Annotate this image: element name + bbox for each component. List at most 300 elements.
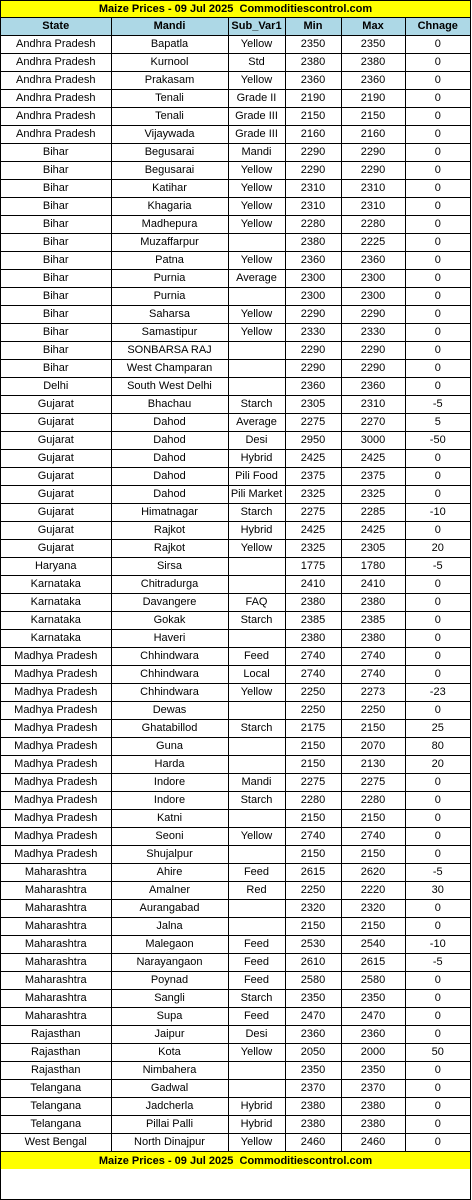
cell-state: Gujarat — [1, 414, 111, 432]
cell-state: Madhya Pradesh — [1, 810, 111, 828]
cell-min: 2375 — [285, 468, 341, 486]
cell-min: 2280 — [285, 216, 341, 234]
table-row — [1, 882, 470, 900]
cell-change: 0 — [405, 234, 470, 252]
cell-min: 2325 — [285, 540, 341, 558]
cell-change: -23 — [405, 684, 470, 702]
cell-mandi: Rajkot — [111, 522, 228, 540]
cell-mandi: Prakasam — [111, 72, 228, 90]
cell-sub-var: Starch — [228, 990, 285, 1008]
cell-change: 0 — [405, 126, 470, 144]
table-row — [1, 1080, 470, 1098]
cell-max: 2290 — [341, 162, 405, 180]
cell-state: Gujarat — [1, 486, 111, 504]
cell-max: 2375 — [341, 468, 405, 486]
cell-max: 2150 — [341, 846, 405, 864]
table-row — [1, 648, 470, 666]
cell-mandi: Nimbahera — [111, 1062, 228, 1080]
cell-sub-var: Yellow — [228, 324, 285, 342]
cell-change: 5 — [405, 414, 470, 432]
cell-change: 0 — [405, 450, 470, 468]
cell-change: 0 — [405, 324, 470, 342]
column-header-change: Chnage — [405, 18, 470, 36]
cell-max: 2320 — [341, 900, 405, 918]
cell-sub-var: Yellow — [228, 252, 285, 270]
cell-mandi: Dahod — [111, 432, 228, 450]
cell-state: Maharashtra — [1, 864, 111, 882]
cell-mandi: Dahod — [111, 486, 228, 504]
cell-sub-var: Average — [228, 270, 285, 288]
cell-sub-var: Grade III — [228, 108, 285, 126]
cell-mandi: Begusarai — [111, 162, 228, 180]
cell-max: 2425 — [341, 450, 405, 468]
cell-state: Rajasthan — [1, 1026, 111, 1044]
cell-max: 2360 — [341, 1026, 405, 1044]
cell-state: Bihar — [1, 162, 111, 180]
cell-min: 2360 — [285, 1026, 341, 1044]
cell-mandi: Vijaywada — [111, 126, 228, 144]
cell-mandi: West Champaran — [111, 360, 228, 378]
cell-change: 0 — [405, 162, 470, 180]
table-row — [1, 684, 470, 702]
cell-change: 0 — [405, 378, 470, 396]
cell-mandi: Poynad — [111, 972, 228, 990]
cell-mandi: Chhindwara — [111, 684, 228, 702]
table-row — [1, 450, 470, 468]
cell-change: 0 — [405, 1098, 470, 1116]
cell-change: 0 — [405, 270, 470, 288]
cell-min: 2740 — [285, 828, 341, 846]
cell-mandi: Ahire — [111, 864, 228, 882]
table-row — [1, 558, 470, 576]
cell-mandi: Jadcherla — [111, 1098, 228, 1116]
cell-max: 2350 — [341, 36, 405, 54]
cell-sub-var: Yellow — [228, 1134, 285, 1152]
cell-sub-var: Yellow — [228, 1044, 285, 1062]
cell-sub-var — [228, 630, 285, 648]
cell-sub-var: Yellow — [228, 162, 285, 180]
cell-max: 2360 — [341, 252, 405, 270]
table-row — [1, 288, 470, 306]
cell-max: 2273 — [341, 684, 405, 702]
cell-sub-var — [228, 738, 285, 756]
cell-mandi: Chhindwara — [111, 648, 228, 666]
cell-sub-var: Grade III — [228, 126, 285, 144]
cell-sub-var: Std — [228, 54, 285, 72]
cell-change: 0 — [405, 216, 470, 234]
cell-min: 2380 — [285, 630, 341, 648]
cell-max: 2290 — [341, 342, 405, 360]
cell-sub-var: Feed — [228, 972, 285, 990]
cell-state: Maharashtra — [1, 990, 111, 1008]
cell-sub-var: Feed — [228, 936, 285, 954]
header-row — [1, 18, 470, 36]
cell-state: Bihar — [1, 144, 111, 162]
table-row — [1, 972, 470, 990]
cell-max: 2540 — [341, 936, 405, 954]
table-row — [1, 432, 470, 450]
cell-mandi: Madhepura — [111, 216, 228, 234]
cell-mandi: Chhindwara — [111, 666, 228, 684]
cell-min: 2150 — [285, 918, 341, 936]
cell-min: 2740 — [285, 666, 341, 684]
table-row — [1, 252, 470, 270]
cell-state: Andhra Pradesh — [1, 72, 111, 90]
table-row — [1, 846, 470, 864]
cell-change: 50 — [405, 1044, 470, 1062]
cell-max: 2620 — [341, 864, 405, 882]
cell-sub-var: Starch — [228, 396, 285, 414]
table-row — [1, 1044, 470, 1062]
cell-state: Andhra Pradesh — [1, 108, 111, 126]
cell-change: 0 — [405, 198, 470, 216]
table-row — [1, 1098, 470, 1116]
cell-state: West Bengal — [1, 1134, 111, 1152]
cell-sub-var — [228, 756, 285, 774]
cell-min: 2425 — [285, 522, 341, 540]
cell-sub-var — [228, 378, 285, 396]
cell-state: Bihar — [1, 342, 111, 360]
cell-min: 2360 — [285, 378, 341, 396]
cell-max: 2220 — [341, 882, 405, 900]
cell-state: Haryana — [1, 558, 111, 576]
cell-min: 2310 — [285, 198, 341, 216]
cell-max: 2285 — [341, 504, 405, 522]
cell-max: 2305 — [341, 540, 405, 558]
cell-state: Gujarat — [1, 396, 111, 414]
cell-sub-var: Mandi — [228, 774, 285, 792]
cell-mandi: Seoni — [111, 828, 228, 846]
cell-sub-var: Starch — [228, 720, 285, 738]
cell-sub-var — [228, 1062, 285, 1080]
table-row — [1, 576, 470, 594]
cell-state: Andhra Pradesh — [1, 126, 111, 144]
cell-change: 0 — [405, 1026, 470, 1044]
cell-min: 2250 — [285, 882, 341, 900]
cell-state: Karnataka — [1, 576, 111, 594]
cell-state: Maharashtra — [1, 954, 111, 972]
bottom-banner: Maize Prices - 09 Jul 2025 Commoditiescontrol.com — [1, 1151, 470, 1169]
table-row — [1, 72, 470, 90]
cell-change: 0 — [405, 36, 470, 54]
cell-min: 2950 — [285, 432, 341, 450]
cell-mandi: Amalner — [111, 882, 228, 900]
cell-state: Madhya Pradesh — [1, 666, 111, 684]
cell-mandi: Jaipur — [111, 1026, 228, 1044]
cell-change: 0 — [405, 846, 470, 864]
table-row — [1, 1062, 470, 1080]
cell-min: 2275 — [285, 774, 341, 792]
table-row — [1, 1008, 470, 1026]
cell-max: 2290 — [341, 306, 405, 324]
cell-max: 2460 — [341, 1134, 405, 1152]
cell-change: 0 — [405, 702, 470, 720]
cell-sub-var — [228, 1080, 285, 1098]
cell-sub-var — [228, 918, 285, 936]
cell-mandi: Sangli — [111, 990, 228, 1008]
cell-change: 0 — [405, 972, 470, 990]
cell-change: 0 — [405, 288, 470, 306]
cell-state: Andhra Pradesh — [1, 54, 111, 72]
cell-sub-var — [228, 342, 285, 360]
cell-min: 2330 — [285, 324, 341, 342]
cell-min: 2410 — [285, 576, 341, 594]
cell-max: 2270 — [341, 414, 405, 432]
cell-min: 2160 — [285, 126, 341, 144]
cell-change: 0 — [405, 1062, 470, 1080]
cell-state: Madhya Pradesh — [1, 702, 111, 720]
cell-change: -5 — [405, 396, 470, 414]
table-row — [1, 756, 470, 774]
cell-change: 0 — [405, 594, 470, 612]
table-row — [1, 594, 470, 612]
cell-change: 0 — [405, 828, 470, 846]
cell-sub-var: Pili Market — [228, 486, 285, 504]
cell-state: Bihar — [1, 198, 111, 216]
cell-min: 2275 — [285, 504, 341, 522]
table-row — [1, 378, 470, 396]
cell-state: Andhra Pradesh — [1, 90, 111, 108]
cell-sub-var: Feed — [228, 864, 285, 882]
table-row — [1, 108, 470, 126]
cell-mandi: Dahod — [111, 414, 228, 432]
cell-change: 0 — [405, 90, 470, 108]
cell-min: 2150 — [285, 756, 341, 774]
cell-state: Gujarat — [1, 432, 111, 450]
cell-max: 2350 — [341, 990, 405, 1008]
cell-change: 0 — [405, 648, 470, 666]
cell-sub-var: Grade II — [228, 90, 285, 108]
cell-min: 2250 — [285, 702, 341, 720]
cell-state: Bihar — [1, 306, 111, 324]
cell-change: 25 — [405, 720, 470, 738]
table-row — [1, 936, 470, 954]
table-row — [1, 666, 470, 684]
cell-change: 30 — [405, 882, 470, 900]
cell-mandi: Tenali — [111, 90, 228, 108]
cell-max: 2410 — [341, 576, 405, 594]
cell-sub-var: Hybrid — [228, 1098, 285, 1116]
column-header-min: Min — [285, 18, 341, 36]
cell-change: 20 — [405, 756, 470, 774]
table-row — [1, 720, 470, 738]
top-banner: Maize Prices - 09 Jul 2025 Commoditiescontrol.com — [1, 1, 470, 18]
cell-min: 2370 — [285, 1080, 341, 1098]
cell-change: 0 — [405, 54, 470, 72]
cell-min: 2325 — [285, 486, 341, 504]
cell-change: 0 — [405, 1080, 470, 1098]
table-row — [1, 36, 470, 54]
cell-max: 2360 — [341, 378, 405, 396]
cell-sub-var: Starch — [228, 504, 285, 522]
cell-max: 2740 — [341, 828, 405, 846]
cell-mandi: Dewas — [111, 702, 228, 720]
cell-mandi: Harda — [111, 756, 228, 774]
cell-state: Delhi — [1, 378, 111, 396]
cell-min: 2380 — [285, 594, 341, 612]
cell-sub-var: Yellow — [228, 180, 285, 198]
cell-max: 2350 — [341, 1062, 405, 1080]
cell-min: 2250 — [285, 684, 341, 702]
cell-max: 2000 — [341, 1044, 405, 1062]
cell-min: 2150 — [285, 108, 341, 126]
cell-sub-var — [228, 900, 285, 918]
cell-state: Gujarat — [1, 522, 111, 540]
cell-max: 2580 — [341, 972, 405, 990]
cell-min: 2360 — [285, 252, 341, 270]
cell-change: 0 — [405, 1008, 470, 1026]
cell-state: Bihar — [1, 360, 111, 378]
cell-change: 0 — [405, 1134, 470, 1152]
cell-min: 2360 — [285, 72, 341, 90]
cell-max: 2325 — [341, 486, 405, 504]
table-row — [1, 162, 470, 180]
cell-max: 2150 — [341, 108, 405, 126]
cell-max: 2380 — [341, 1098, 405, 1116]
column-header-max: Max — [341, 18, 405, 36]
cell-sub-var: Yellow — [228, 72, 285, 90]
cell-min: 2380 — [285, 1098, 341, 1116]
cell-state: Bihar — [1, 252, 111, 270]
cell-min: 2610 — [285, 954, 341, 972]
cell-mandi: Kurnool — [111, 54, 228, 72]
cell-mandi: Bapatla — [111, 36, 228, 54]
cell-max: 2425 — [341, 522, 405, 540]
cell-mandi: Samastipur — [111, 324, 228, 342]
cell-sub-var: Red — [228, 882, 285, 900]
cell-sub-var — [228, 558, 285, 576]
cell-change: 0 — [405, 306, 470, 324]
cell-min: 2350 — [285, 36, 341, 54]
cell-min: 2615 — [285, 864, 341, 882]
cell-change: -5 — [405, 558, 470, 576]
cell-max: 2380 — [341, 630, 405, 648]
cell-sub-var: Yellow — [228, 684, 285, 702]
cell-mandi: Saharsa — [111, 306, 228, 324]
cell-state: Bihar — [1, 180, 111, 198]
cell-change: 0 — [405, 666, 470, 684]
cell-change: 0 — [405, 486, 470, 504]
cell-state: Gujarat — [1, 540, 111, 558]
table-row — [1, 234, 470, 252]
cell-sub-var: Yellow — [228, 306, 285, 324]
cell-change: 0 — [405, 252, 470, 270]
table-row — [1, 468, 470, 486]
cell-min: 2350 — [285, 990, 341, 1008]
cell-change: 0 — [405, 360, 470, 378]
cell-change: 20 — [405, 540, 470, 558]
table-row — [1, 630, 470, 648]
cell-min: 2050 — [285, 1044, 341, 1062]
cell-sub-var: Yellow — [228, 198, 285, 216]
cell-min: 2290 — [285, 162, 341, 180]
table-row — [1, 180, 470, 198]
cell-state: Maharashtra — [1, 900, 111, 918]
cell-sub-var — [228, 360, 285, 378]
cell-max: 2150 — [341, 720, 405, 738]
cell-sub-var — [228, 702, 285, 720]
cell-change: -10 — [405, 504, 470, 522]
cell-sub-var — [228, 234, 285, 252]
cell-max: 2310 — [341, 396, 405, 414]
cell-sub-var: Mandi — [228, 144, 285, 162]
cell-max: 2160 — [341, 126, 405, 144]
cell-min: 2320 — [285, 900, 341, 918]
cell-state: Bihar — [1, 216, 111, 234]
cell-max: 2380 — [341, 1116, 405, 1134]
cell-mandi: Malegaon — [111, 936, 228, 954]
cell-change: -5 — [405, 864, 470, 882]
cell-change: 0 — [405, 774, 470, 792]
cell-sub-var: Pili Food — [228, 468, 285, 486]
table-row — [1, 738, 470, 756]
cell-mandi: Kota — [111, 1044, 228, 1062]
cell-mandi: Patna — [111, 252, 228, 270]
cell-state: Madhya Pradesh — [1, 846, 111, 864]
cell-change: -10 — [405, 936, 470, 954]
table-row — [1, 414, 470, 432]
cell-mandi: Gadwal — [111, 1080, 228, 1098]
table-row — [1, 144, 470, 162]
cell-state: Madhya Pradesh — [1, 738, 111, 756]
cell-change: 0 — [405, 108, 470, 126]
table-row — [1, 1116, 470, 1134]
cell-change: 0 — [405, 900, 470, 918]
table-row — [1, 504, 470, 522]
cell-max: 3000 — [341, 432, 405, 450]
cell-max: 2360 — [341, 72, 405, 90]
cell-min: 2150 — [285, 810, 341, 828]
table-row — [1, 522, 470, 540]
table-row — [1, 828, 470, 846]
cell-change: 0 — [405, 792, 470, 810]
table-row — [1, 774, 470, 792]
cell-max: 2150 — [341, 810, 405, 828]
cell-state: Gujarat — [1, 450, 111, 468]
cell-sub-var: Hybrid — [228, 1116, 285, 1134]
cell-min: 2350 — [285, 1062, 341, 1080]
cell-sub-var: Desi — [228, 432, 285, 450]
cell-state: Karnataka — [1, 594, 111, 612]
cell-sub-var: Average — [228, 414, 285, 432]
cell-max: 2225 — [341, 234, 405, 252]
cell-max: 2380 — [341, 54, 405, 72]
table-row — [1, 810, 470, 828]
table-row — [1, 486, 470, 504]
cell-state: Bihar — [1, 288, 111, 306]
cell-change: 0 — [405, 468, 470, 486]
cell-mandi: Khagaria — [111, 198, 228, 216]
cell-state: Madhya Pradesh — [1, 720, 111, 738]
cell-state: Gujarat — [1, 468, 111, 486]
cell-state: Telangana — [1, 1116, 111, 1134]
cell-min: 2380 — [285, 54, 341, 72]
cell-state: Madhya Pradesh — [1, 684, 111, 702]
cell-state: Bihar — [1, 270, 111, 288]
cell-min: 2580 — [285, 972, 341, 990]
table-row — [1, 306, 470, 324]
cell-mandi: Bhachau — [111, 396, 228, 414]
cell-change: 0 — [405, 180, 470, 198]
cell-state: Maharashtra — [1, 936, 111, 954]
cell-max: 2190 — [341, 90, 405, 108]
cell-min: 2300 — [285, 270, 341, 288]
cell-mandi: South West Delhi — [111, 378, 228, 396]
cell-max: 2275 — [341, 774, 405, 792]
cell-state: Telangana — [1, 1080, 111, 1098]
cell-change: 0 — [405, 144, 470, 162]
cell-state: Bihar — [1, 234, 111, 252]
